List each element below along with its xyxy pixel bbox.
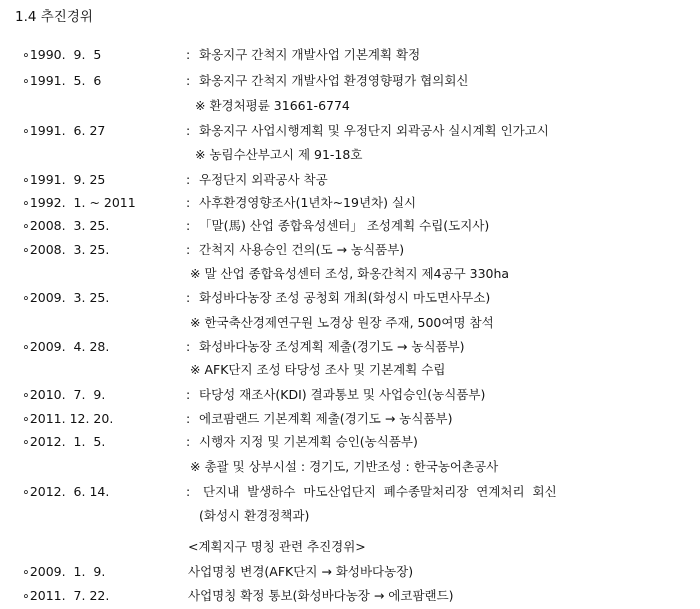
entry-content: 화옹지구 사업시행계획 및 우정단지 외곽공사 실시계획 인가고시 <box>199 123 549 138</box>
colon-mark: : <box>186 47 191 62</box>
entry-date: ∘1992. 1. ~ 2011 <box>22 195 136 210</box>
entry-date: ∘2008. 3. 25. <box>22 218 110 233</box>
entry-date: ∘2012. 6. 14. <box>22 484 110 499</box>
entry-content: 「말(馬) 산업 종합육성센터」 조성계획 수립(도지사) <box>199 218 490 233</box>
entry-content: 사업명칭 확정 통보(화성바다농장 → 에코팜랜드) <box>188 588 454 603</box>
entry-content: 사후환경영향조사(1년차~19년차) 실시 <box>199 195 417 210</box>
section-title: 1.4 추진경위 <box>15 9 93 25</box>
entry-date: ∘2011. 12. 20. <box>22 411 114 426</box>
entry-content: 우정단지 외곽공사 착공 <box>199 172 328 187</box>
colon-mark: : <box>186 123 191 138</box>
entry-date: ∘2010. 7. 9. <box>22 387 106 402</box>
entry-date: ∘1991. 6. 27 <box>22 123 106 138</box>
entry-date: ∘1991. 5. 6 <box>22 73 102 88</box>
sub-heading: <계획지구 명칭 관련 추진경위> <box>188 539 366 554</box>
colon-mark: : <box>186 484 191 499</box>
colon-mark: : <box>186 339 191 354</box>
colon-mark: : <box>186 73 191 88</box>
entry-content: 시행자 지정 및 기본계획 승인(농식품부) <box>199 434 418 449</box>
entry-date: ∘1991. 9. 25 <box>22 172 106 187</box>
colon-mark: : <box>186 290 191 305</box>
colon-mark: : <box>186 434 191 449</box>
colon-mark: : <box>186 218 191 233</box>
entry-content: 화성바다농장 조성계획 제출(경기도 → 농식품부) <box>199 339 465 354</box>
entry-continuation: (화성시 환경정책과) <box>199 508 310 523</box>
colon-mark: : <box>186 172 191 187</box>
entry-note: ※ 총괄 및 상부시설 : 경기도, 기반조성 : 한국농어촌공사 <box>190 459 499 474</box>
entry-content: 간척지 사용승인 건의(도 → 농식품부) <box>199 242 405 257</box>
colon-mark: : <box>186 195 191 210</box>
entry-date: ∘2009. 4. 28. <box>22 339 110 354</box>
entry-content: 화옹지구 간척지 개발사업 기본계획 확정 <box>199 47 421 62</box>
colon-mark: : <box>186 411 191 426</box>
entry-date: ∘1990. 9. 5 <box>22 47 102 62</box>
entry-content: 타당성 재조사(KDI) 결과통보 및 사업승인(농식품부) <box>199 387 486 402</box>
entry-note: ※ 농림수산부고시 제 91-18호 <box>195 147 363 162</box>
colon-mark: : <box>186 242 191 257</box>
entry-content: 화성바다농장 조성 공청회 개최(화성시 마도면사무소) <box>199 290 491 305</box>
entry-note: ※ 한국축산경제연구원 노경상 원장 주재, 500여명 참석 <box>190 315 494 330</box>
entry-note: ※ AFK단지 조성 타당성 조사 및 기본계획 수립 <box>190 362 446 377</box>
entry-content: 사업명칭 변경(AFK단지 → 화성바다농장) <box>188 564 414 579</box>
entry-date: ∘2008. 3. 25. <box>22 242 110 257</box>
entry-note: ※ 말 산업 종합육성센터 조성, 화옹간척지 제4공구 330ha <box>190 266 510 281</box>
entry-note: ※ 환경처평륜 31661-6774 <box>195 98 350 113</box>
entry-content: 화옹지구 간척지 개발사업 환경영향평가 협의회신 <box>199 73 469 88</box>
entry-content: 단지내 발생하수 마도산업단지 폐수종말처리장 연계처리 회신 <box>199 484 557 499</box>
entry-date: ∘2009. 1. 9. <box>22 564 106 579</box>
entry-date: ∘2009. 3. 25. <box>22 290 110 305</box>
colon-mark: : <box>186 387 191 402</box>
entry-date: ∘2011. 7. 22. <box>22 588 110 603</box>
entry-content: 에코팜랜드 기본계획 제출(경기도 → 농식품부) <box>199 411 453 426</box>
entry-date: ∘2012. 1. 5. <box>22 434 106 449</box>
